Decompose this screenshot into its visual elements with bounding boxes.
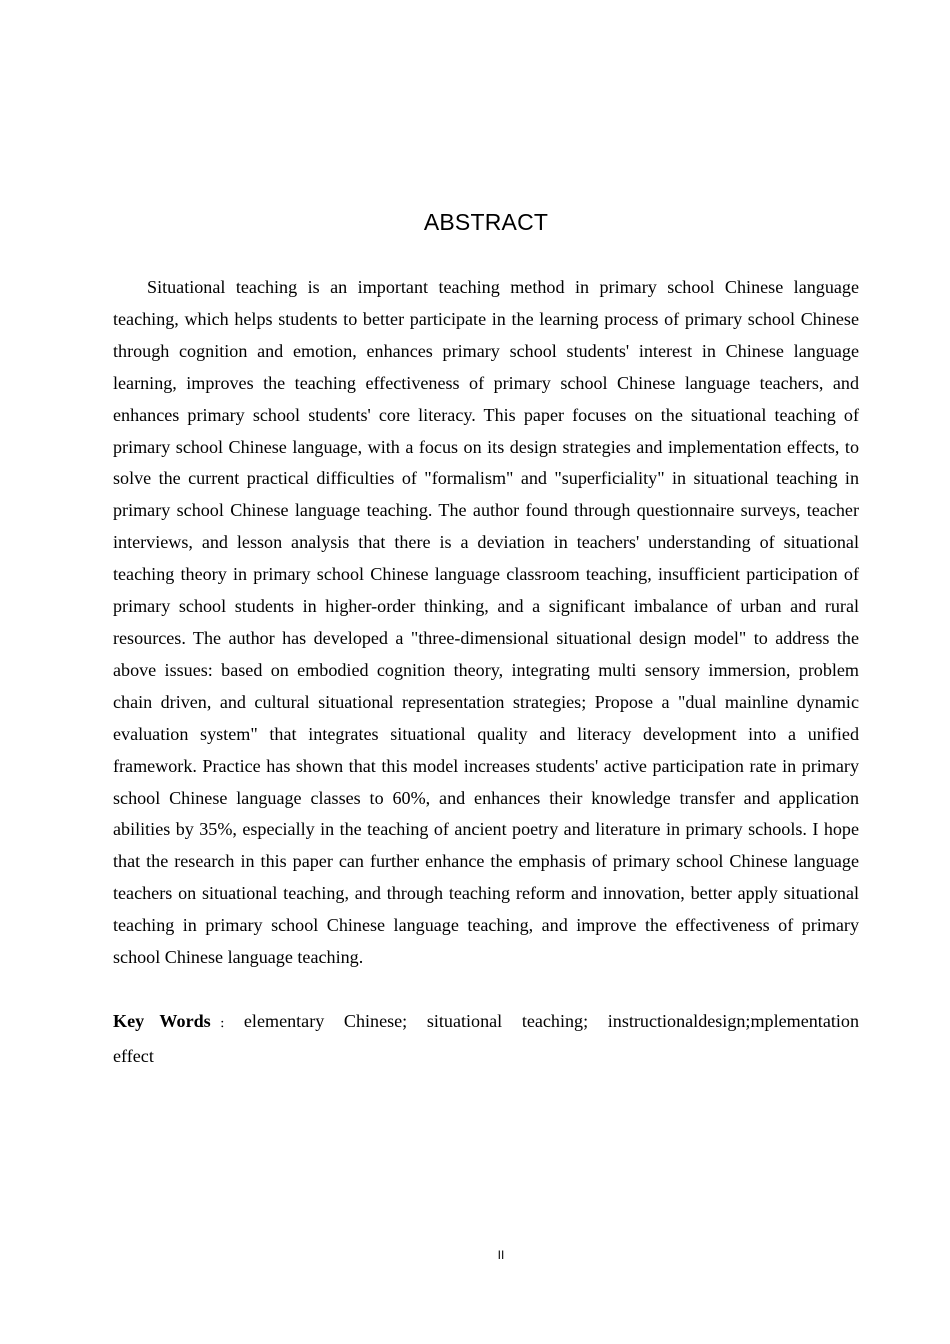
keywords-line [113, 1006, 859, 1073]
keywords-text: elementary Chinese; situational teaching; instructionaldesign;mplementation effect [113, 1011, 859, 1066]
page-number: II [497, 1248, 505, 1262]
abstract-paragraph: Situational teaching is an important teaching method in primary school Chinese language teaching, which helps students to better participate in the learning process of primary school Chinese through cognition and emotion, enhances primary school students' interest in Chinese language learning, improves the teaching effectiveness of primary school Chinese language teachers, and enhances primary school students' core literacy. This paper focuses on the situational teaching of primary school Chinese language, with a focus on its design strategies and implementation effects, to solve the current practical difficulties of "formalism" and "superficiality" in situational teaching in primary school Chinese language teaching. The author found through questionnaire surveys, teacher interviews, and lesson analysis that there is a deviation in teachers' understanding of situational teaching theory in primary school Chinese language classroom teaching, insufficient participation of primary school students in higher-order thinking, and a significant imbalance of urban and rural resources. The author has developed a "three-dimensional situational design model" to address the above issues: based on embodied cognition theory, integrating multi sensory immersion, problem chain driven, and cultural situational representation strategies; Propose a "dual mainline dynamic evaluation system" that integrates situational quality and literacy development into a unified framework. Practice has shown that this model increases students' active participation rate in primary school Chinese language classes to 60%, and enhances their knowledge transfer and application abilities by 35%, especially in the teaching of ancient poetry and literature in primary schools. I hope that the research in this paper can further enhance the emphasis of primary school Chinese language teachers on situational teaching, and through teaching reform and innovation, better apply situational teaching in primary school Chinese language teaching, and improve the effectiveness of primary school Chinese language teaching. [113, 277, 859, 968]
keywords-label: Key Words [113, 1011, 211, 1031]
keywords-colon: ： [214, 1018, 236, 1030]
abstract-title: ABSTRACT [423, 209, 549, 235]
